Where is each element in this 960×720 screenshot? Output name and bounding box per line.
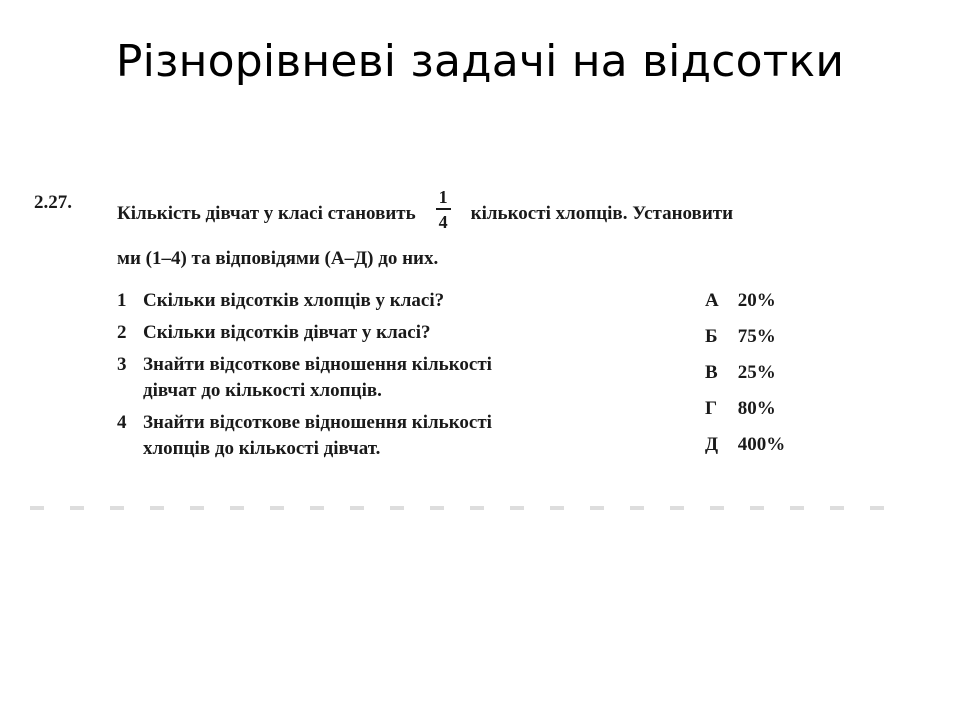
question-item — [117, 410, 637, 462]
statement-before: Кількість дівчат у класі становить — [117, 202, 416, 224]
question-number: 4 — [117, 412, 127, 433]
question-text — [143, 288, 637, 314]
answer-item — [705, 360, 785, 386]
answer-value: 20% — [737, 290, 776, 311]
fraction-denominator: 4 — [438, 212, 448, 232]
answer-item — [705, 288, 785, 314]
problem-statement-line2: ми (1–4) та відповідями (А–Д) до них. — [117, 248, 439, 269]
question-line: дівчат до кількості хлопців. — [143, 380, 382, 401]
question-text — [143, 320, 637, 346]
question-number: 3 — [117, 354, 127, 375]
question-item — [117, 320, 637, 346]
problem-statement-line1 — [117, 187, 734, 235]
answer-item — [705, 324, 785, 350]
answer-list — [705, 288, 785, 468]
answer-value: 80% — [737, 398, 776, 419]
problem-number: 2.27. — [34, 192, 72, 213]
answer-letter: Г — [705, 398, 718, 419]
answer-item — [705, 432, 785, 458]
answer-value: 75% — [737, 326, 776, 347]
question-item — [117, 352, 637, 404]
fraction-numerator: 1 — [436, 188, 451, 210]
question-number: 2 — [117, 322, 127, 343]
answer-value: 25% — [737, 362, 776, 383]
answer-letter: А — [705, 290, 719, 311]
cropped-edge — [30, 506, 890, 510]
fraction — [436, 188, 451, 231]
problem-image — [30, 170, 910, 510]
question-line: Скільки відсотків дівчат у класі? — [143, 322, 431, 343]
answer-letter: В — [705, 362, 718, 383]
question-list — [117, 288, 637, 468]
statement-after: кількості хлопців. Установити — [470, 202, 734, 224]
answer-item — [705, 396, 785, 422]
question-line: Знайти відсоткове відношення кількості — [143, 354, 492, 375]
answer-letter: Б — [705, 326, 718, 347]
question-text — [143, 410, 637, 462]
answer-letter: Д — [705, 434, 719, 455]
answer-value: 400% — [737, 434, 786, 455]
question-item — [117, 288, 637, 314]
question-line: Знайти відсоткове відношення кількості — [143, 412, 492, 433]
question-number: 1 — [117, 290, 127, 311]
question-text — [143, 352, 637, 404]
slide-title: Різнорівневі задачі на відсотки — [115, 36, 845, 87]
question-line: хлопців до кількості дівчат. — [143, 438, 381, 459]
question-line: Скільки відсотків хлопців у класі? — [143, 290, 445, 311]
